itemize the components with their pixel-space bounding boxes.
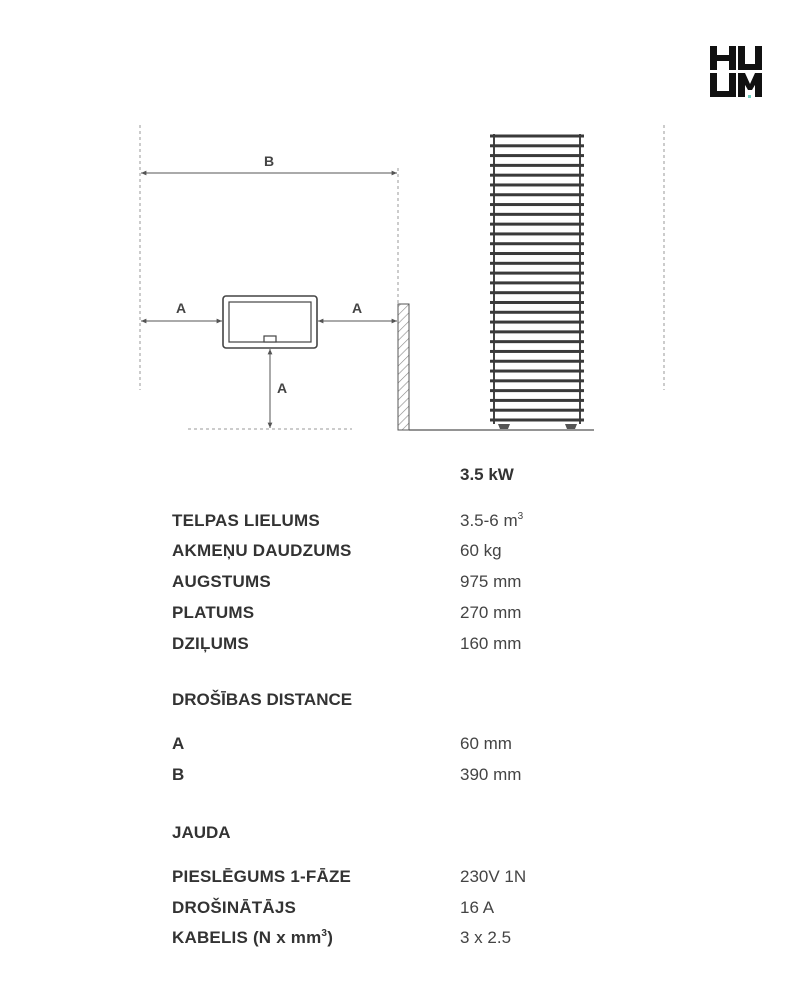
- spec-value: 60 mm: [460, 734, 512, 753]
- dimension-a-bottom-label: A: [276, 380, 288, 396]
- heater-bar: [490, 281, 584, 284]
- heater-bar: [490, 399, 584, 402]
- heater-bar: [490, 419, 584, 422]
- heater-bar: [490, 350, 584, 353]
- spec-row-height: [172, 570, 692, 594]
- dimension-a-left-label: A: [175, 300, 187, 316]
- heater-bar: [490, 203, 584, 206]
- heater-foot-left: [498, 424, 510, 429]
- spec-value: 270 mm: [460, 603, 522, 622]
- spec-label: DROŠINĀTĀJS: [172, 898, 297, 917]
- heater-bar: [490, 144, 584, 147]
- heater-bar: [490, 321, 584, 324]
- heater-bar: [490, 360, 584, 363]
- spec-label: A: [172, 734, 185, 753]
- heater-bar: [490, 262, 584, 265]
- heater-bar: [490, 223, 584, 226]
- spec-row-width: [172, 601, 692, 625]
- spec-value: 3 x 2.5: [460, 928, 512, 947]
- spec-value: 975 mm: [460, 572, 522, 591]
- heater-bar: [490, 252, 584, 255]
- heater-bar: [490, 340, 584, 343]
- heater-bar: [490, 164, 584, 167]
- wall: [398, 304, 409, 430]
- spec-label: DZIĻUMS: [172, 634, 249, 653]
- spec-value: 230V 1N: [460, 867, 527, 886]
- heater-front-view: [490, 134, 584, 424]
- heater-bar: [490, 232, 584, 235]
- heater-foot-right: [565, 424, 577, 429]
- model-row: [172, 463, 692, 487]
- heater-bar: [490, 174, 584, 177]
- spec-value: 16 A: [460, 898, 495, 917]
- power-row-connection: [172, 865, 692, 889]
- heater-bar: [490, 409, 584, 412]
- spec-value: 160 mm: [460, 634, 522, 653]
- safety-row-b: [172, 763, 692, 787]
- power-heading: JAUDA: [172, 823, 231, 842]
- heater-bar: [490, 154, 584, 157]
- spec-label: PIESLĒGUMS 1-FĀZE: [172, 867, 352, 886]
- spec-label: AUGSTUMS: [172, 572, 271, 591]
- spec-label: TELPAS LIELUMS: [172, 511, 320, 530]
- heater-bar: [490, 370, 584, 373]
- heater-bar: [490, 272, 584, 275]
- heater-bar: [490, 242, 584, 245]
- power-row-cable: [172, 926, 692, 950]
- dimension-a-right-label: A: [351, 300, 363, 316]
- spec-label: PLATUMS: [172, 603, 255, 622]
- heater-bar: [490, 301, 584, 304]
- spec-value: 390 mm: [460, 765, 522, 784]
- heater-bar: [490, 183, 584, 186]
- spec-row-depth: [172, 632, 692, 656]
- spec-label: B: [172, 765, 185, 784]
- heater-bar: [490, 213, 584, 216]
- spec-value: 60 kg: [460, 541, 502, 560]
- spec-row-room-size: [172, 509, 692, 533]
- heater-bar: [490, 389, 584, 392]
- spec-label: KABELIS (N x $mm^3$): [172, 928, 334, 947]
- model-power: 3.5 kW: [460, 465, 514, 484]
- heater-bar: [490, 311, 584, 314]
- spec-label: AKMEŅU DAUDZUMS: [172, 541, 352, 560]
- dimension-b-label: B: [263, 153, 275, 169]
- spec-value: 3.5-6 $m^3$: [460, 511, 524, 530]
- heater-bar: [490, 193, 584, 196]
- safety-row-a: [172, 732, 692, 756]
- safety-heading: DROŠĪBAS DISTANCE: [172, 690, 353, 709]
- heater-bar: [490, 379, 584, 382]
- heater-notch: [264, 336, 276, 342]
- spec-row-stones: [172, 539, 692, 563]
- power-row-fuse: [172, 896, 692, 920]
- heater-bar: [490, 135, 584, 138]
- safety-distance-diagram: [0, 0, 801, 440]
- heater-bar: [490, 330, 584, 333]
- heater-bar: [490, 291, 584, 294]
